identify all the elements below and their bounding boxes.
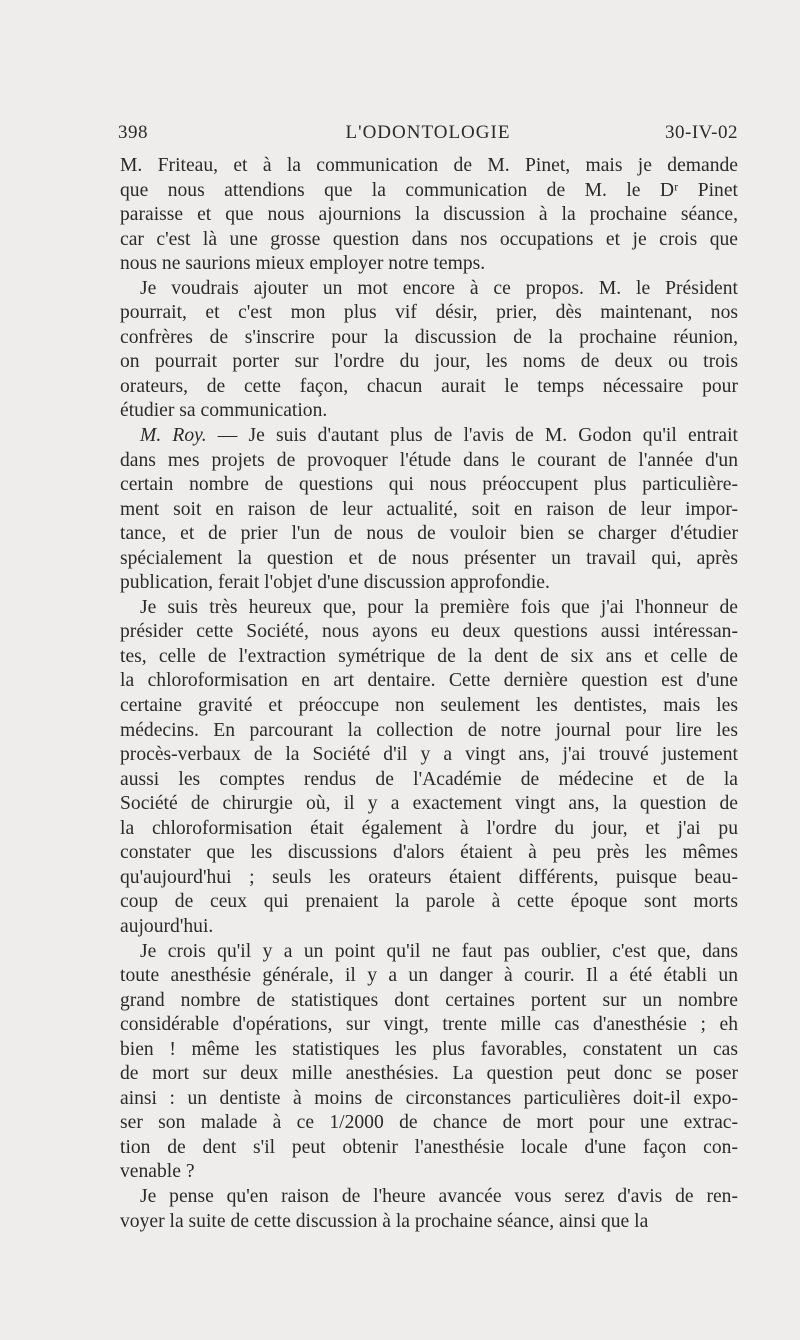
page-number: 398 — [118, 122, 148, 143]
text-line: nous ne saurions mieux employer notre temps. — [120, 253, 486, 275]
journal-title: L'ODONTOLOGIE — [345, 122, 511, 143]
paragraph — [120, 154, 738, 277]
text-line: paraisse et que nous ajournions la discussion à la prochaine séance, — [120, 204, 738, 226]
text-line: toute anesthésie générale, il y a un danger à courir. Il a été établi un — [120, 965, 738, 987]
text-line: car c'est là une grosse question dans nos occupations et je crois que — [120, 228, 738, 250]
text-line: M. Friteau, et à la communication de M. Pinet, mais je demande — [120, 155, 738, 176]
text-line: orateurs, de cette façon, chacun aurait le temps nécessaire pour — [120, 375, 738, 397]
text-line: Je crois qu'il y a un point qu'il ne faut pas oublier, c'est que, dans — [140, 940, 738, 962]
speaker-name: M. Roy. — [140, 425, 207, 447]
paragraph — [120, 424, 738, 596]
text-line: tes, celle de l'extraction symétrique de la dent de six ans et celle de — [120, 645, 738, 667]
text-line: aujourd'hui. — [120, 915, 214, 937]
text-line: Je pense qu'en raison de l'heure avancée vous serez d'avis de ren- — [140, 1185, 738, 1207]
text-line: aussi les comptes rendus de l'Académie de médecine et de la — [120, 768, 738, 790]
text-line: la chloroformisation était également à l'ordre du jour, et j'ai pu — [120, 817, 738, 839]
text-line: bien ! même les statistiques les plus favorables, constatent un cas — [120, 1038, 738, 1060]
text-line: constater que les discussions d'alors étaient à peu près les mêmes — [120, 842, 738, 864]
text-line: venable ? — [120, 1161, 195, 1183]
text-line: dans mes projets de provoquer l'étude dans le courant de l'année d'un — [120, 449, 738, 471]
text-line: tance, et de prier l'un de nous de vouloir bien se charger d'étudier — [120, 523, 738, 545]
text-line: de mort sur deux mille anesthésies. La question peut donc se poser — [120, 1063, 738, 1085]
text-line: la chloroformisation en art dentaire. Cette dernière question est d'une — [120, 670, 738, 692]
text-line: que nous attendions que la communication de M. le Dʳ Pinet — [120, 179, 738, 201]
paragraph — [120, 277, 738, 424]
text-line: procès-verbaux de la Société d'il y a vingt ans, j'ai trouvé justement — [120, 744, 738, 766]
text-line: ser son malade à ce 1/2000 de chance de mort pour une extrac- — [120, 1112, 738, 1134]
text-line: certain nombre de questions qui nous préoccupent plus particulière- — [120, 474, 738, 496]
issue-date: 30-IV-02 — [665, 122, 738, 143]
text-line: voyer la suite de cette discussion à la prochaine séance, ainsi que la — [120, 1210, 649, 1232]
body-text — [120, 154, 738, 1234]
text-line: pourrait, et c'est mon plus vif désir, prier, dès maintenant, nos — [120, 302, 738, 324]
paragraph — [120, 940, 738, 1185]
text-line: qu'aujourd'hui ; seuls les orateurs étaient différents, puisque beau- — [120, 866, 738, 888]
text-line: Je suis très heureux que, pour la première fois que j'ai l'honneur de — [140, 596, 738, 618]
text-line: ment soit en raison de leur actualité, soit en raison de leur impor- — [120, 498, 738, 520]
text-line: Société de chirurgie où, il y a exactement vingt ans, la question de — [120, 793, 738, 815]
text-line: médecins. En parcourant la collection de notre journal pour lire les — [120, 719, 738, 741]
text-line: présider cette Société, nous ayons eu deux questions aussi intéressan- — [120, 621, 738, 643]
text-line: considérable d'opérations, sur vingt, trente mille cas d'anesthésie ; eh — [120, 1014, 738, 1036]
text-line: grand nombre de statistiques dont certaines portent sur un nombre — [120, 989, 738, 1011]
running-header — [118, 122, 738, 148]
text-line: confrères de s'inscrire pour la discussion de la prochaine réunion, — [120, 326, 738, 348]
text-line: on pourrait porter sur l'ordre du jour, les noms de deux ou trois — [120, 351, 738, 373]
paragraph — [120, 596, 738, 940]
text-line: spécialement la question et de nous présenter un travail qui, après — [120, 547, 738, 569]
text-line: publication, ferait l'objet d'une discussion approfondie. — [120, 572, 550, 594]
text-line: coup de ceux qui prenaient la parole à cette époque sont morts — [120, 891, 738, 913]
text-line: ainsi : un dentiste à moins de circonstances particulières doit-il expo- — [120, 1087, 738, 1109]
text-line: M. Roy. — Je suis d'autant plus de l'avis de M. Godon qu'il entrait — [140, 425, 738, 447]
text-line: tion de dent s'il peut obtenir l'anesthésie locale d'une façon con- — [120, 1136, 738, 1158]
text-line: étudier sa communication. — [120, 400, 328, 422]
paragraph — [120, 1185, 738, 1234]
text-line: Je voudrais ajouter un mot encore à ce propos. M. le Président — [140, 277, 738, 299]
text-line: certaine gravité et préoccupe non seulement les dentistes, mais les — [120, 695, 738, 717]
